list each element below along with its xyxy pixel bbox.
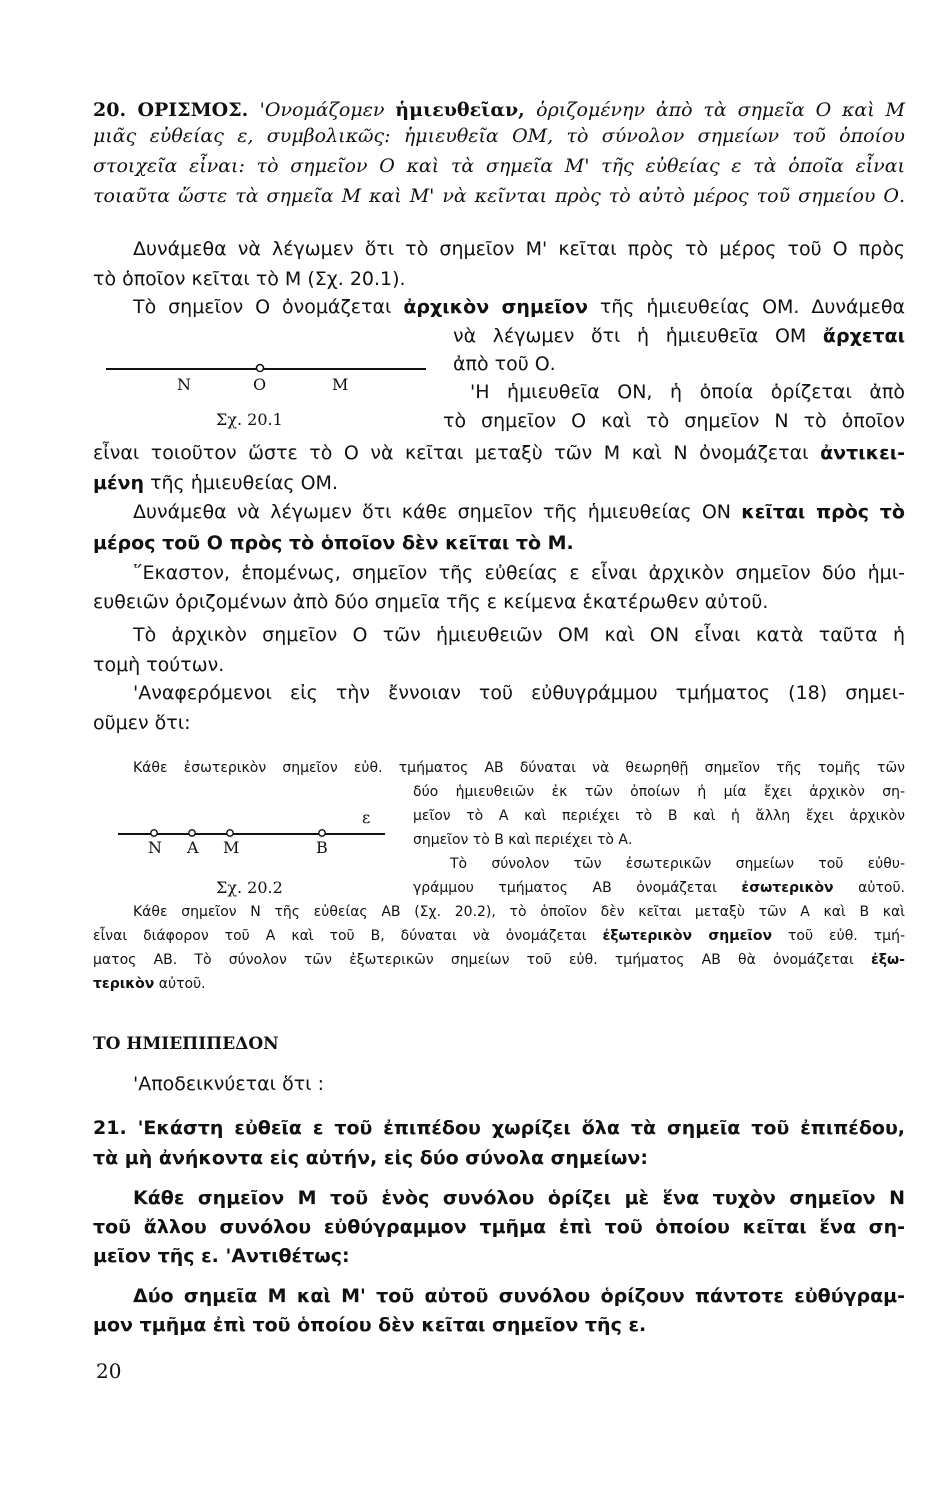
figure-20-2	[110, 808, 400, 900]
page-number: 20	[96, 1359, 122, 1383]
paragraph-line: ἀπὸ τοῦ Ο.	[453, 353, 556, 375]
paragraph-line: Τὸ ἀρχικὸν σημεῖον Ο τῶν ἡμιευθειῶν ΟΜ καὶ ΟΝ εἶναι κατὰ ταῦτα ἡ	[133, 624, 905, 646]
paragraph-line: ευθειῶν ὁριζομένων ἀπὸ δύο σημεῖα τῆς ε κείμενα ἑκατέρωθεν αὐτοῦ.	[93, 591, 769, 613]
point-label-m: Μ	[223, 838, 240, 857]
theorem-line: Κάθε σημεῖον Μ τοῦ ἑνὸς συνόλου ὁρίζει μὲ ἕνα τυχὸν σημεῖον Ν	[133, 1187, 905, 1209]
small-line: Κάθε ἐσωτερικὸν σημεῖον εὐθ. τμήματος ΑΒ δύναται νὰ θεωρηθῇ σημεῖον τῆς τομῆς τῶν	[133, 760, 905, 776]
section-heading: ΤΟ ΗΜΙΕΠΙΠΕΔΟΝ	[93, 1034, 279, 1054]
paragraph-line: Δυνάμεθα νὰ λέγωμεν ὅτι κάθε σημεῖον τῆς ἡμιευθείας ΟΝ κεῖται πρὸς τὸ	[133, 501, 905, 523]
paragraph-line: 'Αναφερόμενοι εἰς τὴν ἔννοιαν τοῦ εὐθυγράμμου τμήματος (18) σημει-	[133, 682, 905, 704]
small-line: Τὸ σύνολον τῶν ἐσωτερικῶν σημείων τοῦ εὐθυ-	[450, 856, 905, 872]
theorem-line: 21. 'Εκάστη εὐθεῖα ε τοῦ ἐπιπέδου χωρίζει ὅλα τὰ σημεῖα τοῦ ἐπιπέδου,	[93, 1117, 905, 1139]
paragraph-line: οῦμεν ὅτι:	[93, 712, 191, 734]
theorem-line: Δύο σημεῖα Μ καὶ Μ' τοῦ αὐτοῦ συνόλου ὁρίζουν πάντοτε εὐθύγραμ-	[133, 1285, 905, 1307]
figure-caption: Σχ. 20.2	[216, 878, 283, 897]
line: μιᾶς εὐθείας ε, συμβολικῶς: ἡμιευθεῖα ΟΜ, τὸ σύνολον σημείων τοῦ ὁποίου	[93, 125, 905, 147]
theorem-line: μον τμῆμα ἐπὶ τοῦ ὁποίου δὲν κεῖται σημεῖον τῆς ε.	[93, 1314, 647, 1336]
paragraph-line: τὸ ὁποῖον κεῖται τὸ Μ (Σχ. 20.1).	[93, 268, 406, 290]
term-initial-point: ἀρχικὸν σημεῖον	[403, 296, 588, 318]
small-line: Κάθε σημεῖον Ν τῆς εὐθείας ΑΒ (Σχ. 20.2), τὸ ὁποῖον δὲν κεῖται μεταξὺ τῶν Α καὶ Β καὶ	[133, 904, 905, 920]
term-hemiline: ἡμιευθεῖαν,	[395, 99, 537, 121]
point-label-o: Ο	[253, 375, 267, 394]
point-label-n: Ν	[177, 375, 191, 394]
paragraph-line: τομὴ τούτων.	[93, 654, 225, 676]
paragraph-line: Δυνάμεθα νὰ λέγωμεν ὅτι τὸ σημεῖον Μ' κεῖται πρὸς τὸ μέρος τοῦ Ο πρὸς	[133, 238, 905, 260]
point-label-b: Β	[316, 838, 328, 857]
small-line: μεῖον τὸ Α καὶ περιέχει τὸ Β καὶ ἡ ἄλλη ἔχει ἀρχικὸν	[413, 808, 905, 824]
figure-20-1	[100, 355, 440, 435]
term-opposite: ἀντικει-	[820, 442, 905, 464]
point-label-m: Μ	[332, 375, 349, 394]
paragraph-line: ῞Εκαστον, ἑπομένως, σημεῖον τῆς εὐθείας ε εἶναι ἀρχικὸν σημεῖον δύο ἡμι-	[133, 562, 905, 584]
paragraph-line: 'Αποδεικνύεται ὅτι :	[133, 1073, 325, 1095]
small-line: δύο ἡμιευθειῶν ἐκ τῶν ὁποίων ἡ μία ἔχει ἀρχικὸν ση-	[413, 784, 905, 800]
paragraph-line: εἶναι τοιοῦτον ὥστε τὸ Ο νὰ κεῖται μεταξὺ τῶν Μ καὶ Ν ὀνομάζεται ἀντικει-	[93, 442, 905, 464]
small-line: σημεῖον τὸ Β καὶ περιέχει τὸ Α.	[413, 832, 633, 848]
definition-label: 20. ΟΡΙΣΜΟΣ.	[93, 99, 260, 121]
paragraph-line: Τὸ σημεῖον Ο ὀνομάζεται ἀρχικὸν σημεῖον τῆς ἡμιευθείας ΟΜ. Δυνάμεθα	[133, 296, 905, 318]
small-line: τερικὸν αὐτοῦ.	[93, 976, 206, 992]
line: 20. ΟΡΙΣΜΟΣ. 'Ονομάζομεν ἡμιευθεῖαν, ὁριζομένην ἀπὸ τὰ σημεῖα Ο καὶ Μ	[93, 99, 905, 121]
paragraph-line: τὸ σημεῖον Ο καὶ τὸ σημεῖον Ν τὸ ὁποῖον	[443, 410, 905, 432]
theorem-line: μεῖον τῆς ε. 'Αντιθέτως:	[93, 1245, 350, 1267]
line: τοιαῦτα ὥστε τὰ σημεῖα Μ καὶ Μ' νὰ κεῖνται πρὸς τὸ αὐτὸ μέρος τοῦ σημείου Ο.	[93, 185, 905, 207]
paragraph-line: μέρος τοῦ Ο πρὸς τὸ ὁποῖον δὲν κεῖται τὸ Μ.	[93, 532, 574, 554]
figure-20-1-line	[100, 355, 440, 395]
small-line: ματος ΑΒ. Τὸ σύνολον τῶν ἐξωτερικῶν σημείων τοῦ εὐθ. τμήματος ΑΒ θὰ ὀνομάζεται ἐξω-	[93, 952, 905, 968]
paragraph-line: νὰ λέγωμεν ὅτι ἡ ἡμιευθεῖα ΟΜ ἄρχεται	[453, 325, 905, 347]
line-label-e: ε	[362, 808, 371, 827]
paragraph-line: μένη τῆς ἡμιευθείας ΟΜ.	[93, 472, 338, 494]
theorem-line: τοῦ ἄλλου συνόλου εὐθύγραμμον τμῆμα ἐπὶ τοῦ ὁποίου κεῖται ἕνα ση-	[93, 1216, 905, 1238]
small-line: εἶναι διάφορον τοῦ Α καὶ τοῦ Β, δύναται νὰ ὀνομάζεται ἐξωτερικὸν σημεῖον τοῦ εὐθ. τμή-	[93, 928, 905, 944]
paragraph-line: 'Η ἡμιευθεῖα ΟΝ, ἡ ὁποία ὁρίζεται ἀπὸ	[470, 381, 905, 403]
line: στοιχεῖα εἶναι: τὸ σημεῖον Ο καὶ τὰ σημεῖα Μ' τῆς εὐθείας ε τὰ ὁποῖα εἶναι	[93, 155, 905, 177]
figure-caption: Σχ. 20.1	[216, 410, 283, 429]
term-begins: ἄρχεται	[822, 325, 905, 347]
point-label-n: Ν	[148, 838, 162, 857]
small-line: γράμμου τμήματος ΑΒ ὀνομάζεται ἐσωτερικὸν αὐτοῦ.	[413, 880, 905, 896]
point-label-a: Α	[187, 838, 199, 857]
theorem-line: τὰ μὴ ἀνήκοντα εἰς αὐτήν, εἰς δύο σύνολα σημείων:	[93, 1147, 648, 1169]
